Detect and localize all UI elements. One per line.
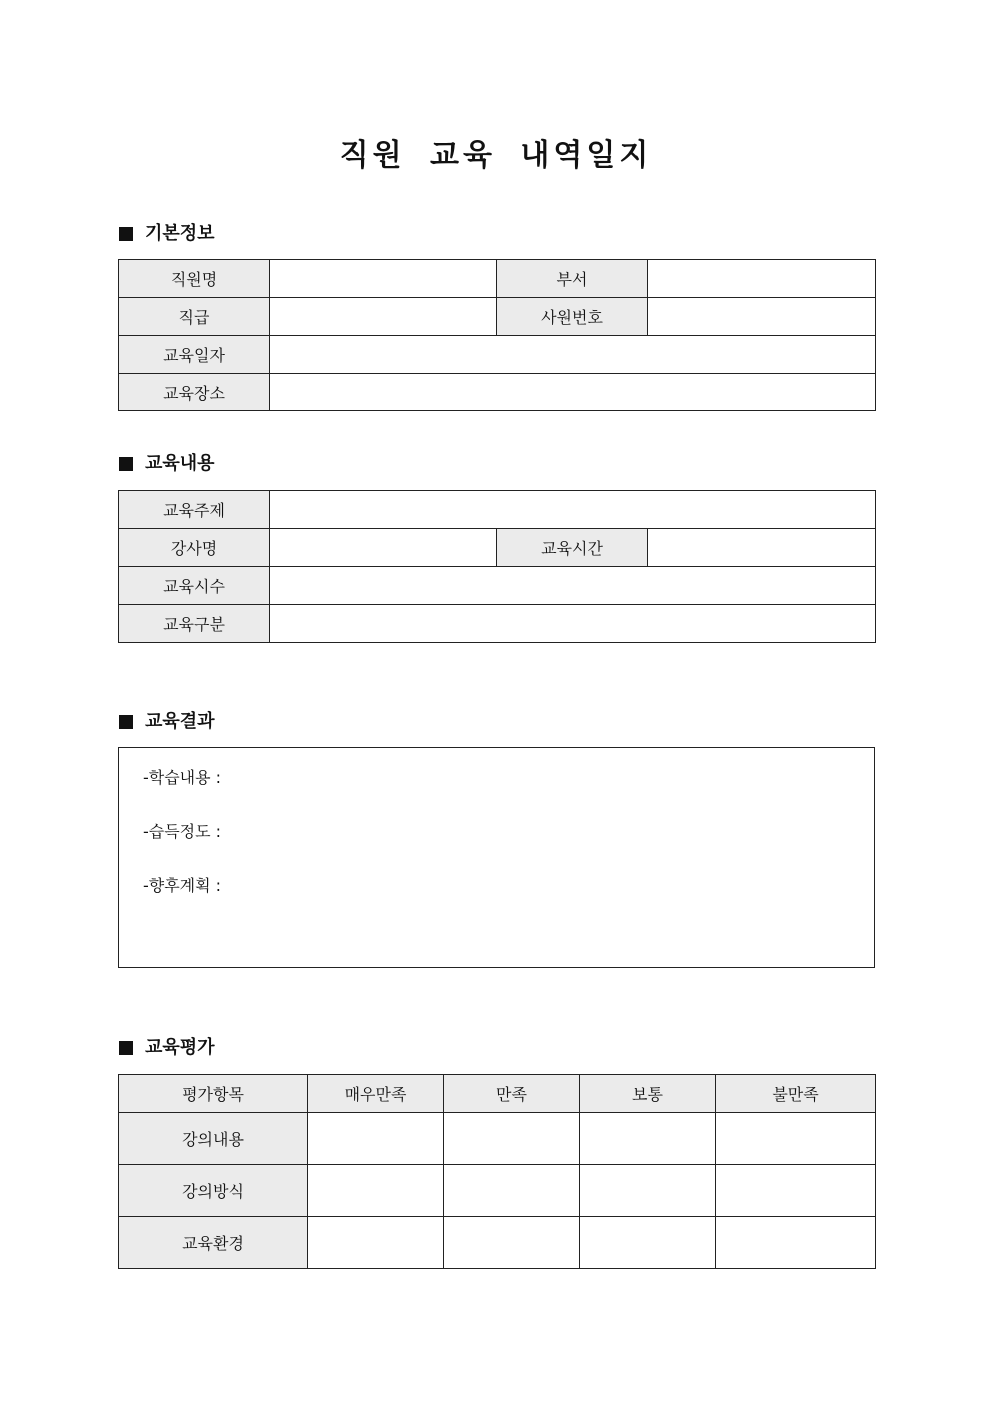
position-field[interactable]: [270, 298, 497, 336]
eval-cell[interactable]: [444, 1165, 580, 1217]
eval-cell[interactable]: [444, 1113, 580, 1165]
section-heading-label: 교육결과: [145, 711, 215, 732]
result-box[interactable]: [118, 747, 875, 968]
section-heading-result: [119, 710, 215, 734]
employee-name-label: 직원명: [119, 260, 270, 298]
eval-row-label-lecture-content: 강의내용: [119, 1113, 308, 1165]
position-label: 직급: [119, 298, 270, 336]
employee-number-field[interactable]: [648, 298, 876, 336]
eval-cell[interactable]: [308, 1165, 444, 1217]
training-time-label: 교육시간: [497, 529, 648, 567]
training-date-label: 교육일자: [119, 336, 270, 374]
section-heading-basic-info: [119, 222, 215, 246]
section-heading-evaluation: [119, 1036, 215, 1060]
instructor-field[interactable]: [270, 529, 497, 567]
eval-row-label-lecture-method: 강의방식: [119, 1165, 308, 1217]
training-category-label: 교육구분: [119, 605, 270, 643]
section-heading-label: 교육내용: [145, 453, 215, 474]
eval-header-dissatisfied: 불만족: [716, 1075, 876, 1113]
eval-cell[interactable]: [308, 1113, 444, 1165]
page-title: 직원 교육 내역일지: [339, 138, 653, 173]
training-time-field[interactable]: [648, 529, 876, 567]
future-plan-line: -향후계획 :: [143, 876, 222, 895]
eval-cell[interactable]: [444, 1217, 580, 1269]
training-place-field[interactable]: [270, 374, 876, 411]
employee-number-label: 사원번호: [497, 298, 648, 336]
eval-cell[interactable]: [716, 1165, 876, 1217]
section-heading-content: [119, 452, 215, 476]
employee-name-field[interactable]: [270, 260, 497, 298]
eval-cell[interactable]: [580, 1217, 716, 1269]
topic-field[interactable]: [270, 491, 876, 529]
section-heading-label: 기본정보: [145, 223, 215, 244]
department-label: 부서: [497, 260, 648, 298]
eval-cell[interactable]: [716, 1113, 876, 1165]
training-hours-label: 교육시수: [119, 567, 270, 605]
department-field[interactable]: [648, 260, 876, 298]
eval-cell[interactable]: [580, 1165, 716, 1217]
section-heading-label: 교육평가: [145, 1037, 215, 1058]
eval-header-very-satisfied: 매우만족: [308, 1075, 444, 1113]
eval-cell[interactable]: [308, 1217, 444, 1269]
evaluation-table: [118, 1074, 876, 1269]
eval-cell[interactable]: [716, 1217, 876, 1269]
square-bullet-icon: [119, 227, 133, 241]
content-table: [118, 490, 876, 643]
eval-row-label-environment: 교육환경: [119, 1217, 308, 1269]
eval-header-satisfied: 만족: [444, 1075, 580, 1113]
eval-cell[interactable]: [580, 1113, 716, 1165]
square-bullet-icon: [119, 715, 133, 729]
eval-header-item: 평가항목: [119, 1075, 308, 1113]
square-bullet-icon: [119, 1041, 133, 1055]
acquisition-level-line: -습득정도 :: [143, 822, 222, 841]
square-bullet-icon: [119, 457, 133, 471]
eval-header-neutral: 보통: [580, 1075, 716, 1113]
basic-info-table: [118, 259, 876, 411]
training-hours-field[interactable]: [270, 567, 876, 605]
training-date-field[interactable]: [270, 336, 876, 374]
training-place-label: 교육장소: [119, 374, 270, 411]
topic-label: 교육주제: [119, 491, 270, 529]
instructor-label: 강사명: [119, 529, 270, 567]
training-category-field[interactable]: [270, 605, 876, 643]
learning-content-line: -학습내용 :: [143, 768, 222, 787]
